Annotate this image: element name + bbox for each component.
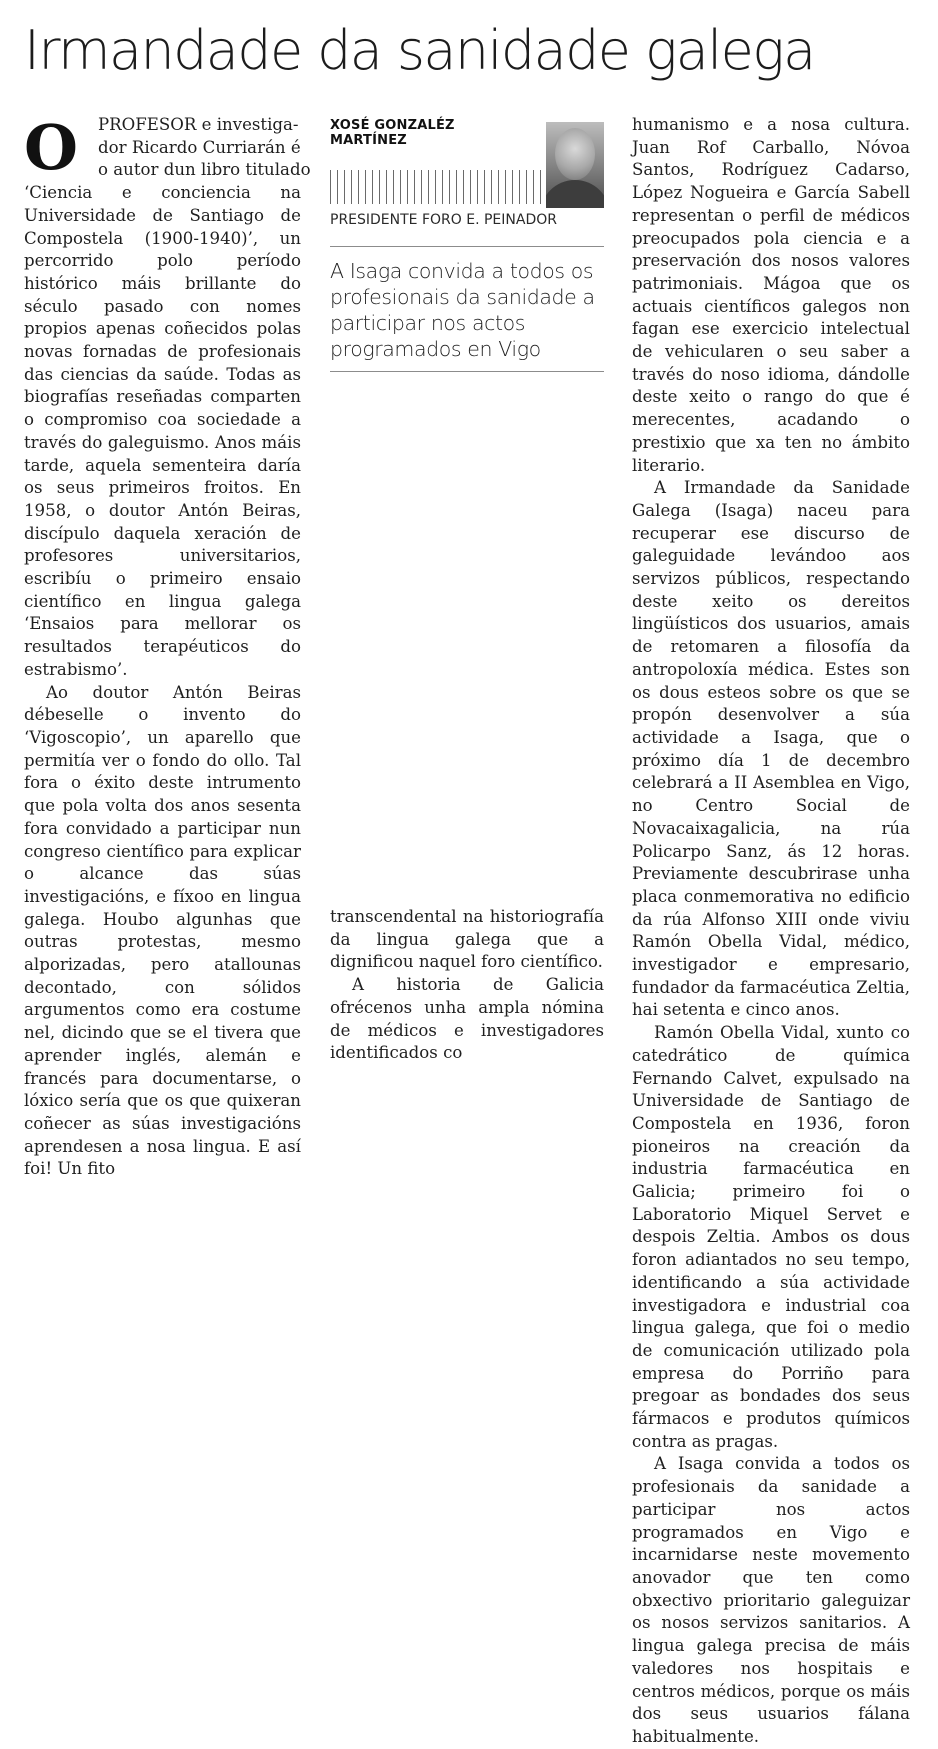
article-column-1 xyxy=(24,111,311,1181)
article-paragraph: A historia de Galicia ofrécenos unha ampla nómina de médicos e investigadores identificados co xyxy=(330,975,604,1063)
pullquote: A Isaga convida a todos os profesionais da sanidade a participar nos actos programados en Vigo xyxy=(330,259,595,361)
article-paragraph-1-text: ‘Ciencia e conciencia na Universidade de Santiago de Compostela (1900-1940)’, un percorrido polo período histórico máis brillante do século pasado con nomes propios apenas coñecidos polas novas fornadas de profesionais das ciencias da saúde. Todas as biografías reseñadas comparten o compromiso coa sociedade a través do galeguismo. Anos máis tarde, aquela sementeira daría os seus primeiros froitos. En 1958, o doutor Antón Beiras, discípulo daquela xeración de profesores universitarios, escribíu o primeiro ensaio científico en lingua galega ‘Ensaios para mellorar os resultados terapéuticos do estrabismo’. xyxy=(24,183,301,679)
article-line: PROFESOR e investiga- xyxy=(98,115,299,134)
headline: Irmandade da sanidade galega xyxy=(24,19,815,82)
author-photo xyxy=(546,122,604,208)
article-paragraph: A Isaga convida a todos os profesionais da sanidade a participar nos actos programados en Vigo e incarnidarse neste movemento anovador que ten como obxectivo prioritario galeguizar os nosos servizos sanitarios. A lingua galega precisa de máis valedores nos hospitais e centros médicos, porque os máis dos seus usuarios fálana habitualmente. xyxy=(632,1454,910,1746)
article-column-2 xyxy=(330,906,604,1065)
article-paragraph: transcendental na historiografía da lingua galega que a dignificou naquel foro científico. xyxy=(330,907,604,972)
article-line: dor Ricardo Curriarán é xyxy=(98,137,301,157)
article-paragraph: Ramón Obella Vidal, xunto co catedrático de química Fernando Calvet, expulsado na Universidade de Santiago de Compostela en 1936, foron pioneiros na creación da industria farmacéutica en Galicia; primeiro foi o Laboratorio Miquel Servet e despois Zeltia. Ambos os dous foron adiantados no seu tempo, identificando a súa actividade investigadora e industrial coa lingua galega, que foi o medio de comunicación utilizado pola empresa do Porriño para pregoar as bondades dos seus fármacos e produtos químicos contra as pragas. xyxy=(632,1023,910,1451)
decorative-rule-pattern xyxy=(330,170,542,204)
pullquote-bottom-divider xyxy=(330,371,604,372)
article-column-3 xyxy=(632,114,910,1749)
article-paragraph: humanismo e a nosa cultura. Juan Rof Carballo, Nóvoa Santos, Rodríguez Cadarso, López Nogueira e García Sabell representan o perfil de médicos preocupados pola ciencia e a preservación dos nosos valores patrimoniais. Mágoa que os actuais científicos galegos non fagan ese exercicio intelectual de vehicularen o seu saber a través do noso idioma, dándolle deste xeito o rango do que é merecentes, acadando o prestixio que xa ten no ámbito literario. xyxy=(632,115,910,475)
article-paragraph-1 xyxy=(24,111,311,682)
author-photo-head xyxy=(555,128,595,180)
author-role: PRESIDENTE FORO E. PEINADOR xyxy=(330,212,557,228)
article-line: o autor dun libro titulado xyxy=(98,160,311,180)
pullquote-top-divider xyxy=(330,246,604,247)
dropcap-letter: O xyxy=(24,111,79,184)
article-paragraph: A Irmandade da Sanidade Galega (Isaga) naceu para recuperar ese discurso de galeguidade levándoo aos servizos públicos, respectando deste xeito os dereitos lingüísticos dos usuarios, amais de retomaren a filosofía da antropoloxía médica. Estes son os dous esteos sobre os que se propón desenvolver a súa actividade a Isaga, que o próximo día 1 de decembro celebrará a II Asemblea en Vigo, no Centro Social de Novacaixagalicia, na rúa Policarpo Sanz, ás 12 horas. Previamente descubrirase unha placa conmemorativa no edificio da rúa Alfonso XIII onde viviu Ramón Obella Vidal, médico, investigador e empresario, fundador da farmacéutica Zeltia, hai setenta e cinco anos. xyxy=(632,478,910,1020)
article-paragraph-2: Ao doutor Antón Beiras débeselle o invento do ‘Vigoscopio’, un aparello que permitía ver o fondo do ollo. Tal fora o éxito deste intrumento que pola volta dos anos sesenta fora convidado a participar nun congreso científico para explicar o alcance das súas investigacións, e fíxoo en lingua galega. Houbo algunhas que outras protestas, mesmo alporizadas, pero atallounas decontado, con sólidos argumentos como era costume nel, dicindo que se el tivera que aprender inglés, alemán e francés para documentarse, o lóxico sería que os que quixeran coñecer as súas investigacións aprendesen a nosa lingua. E así foi! Un fito xyxy=(24,682,301,1179)
byline xyxy=(330,118,604,228)
author-photo-shoulders xyxy=(546,180,604,208)
author-name: XOSÉ GONZALÉZ MARTÍNEZ xyxy=(330,118,455,148)
